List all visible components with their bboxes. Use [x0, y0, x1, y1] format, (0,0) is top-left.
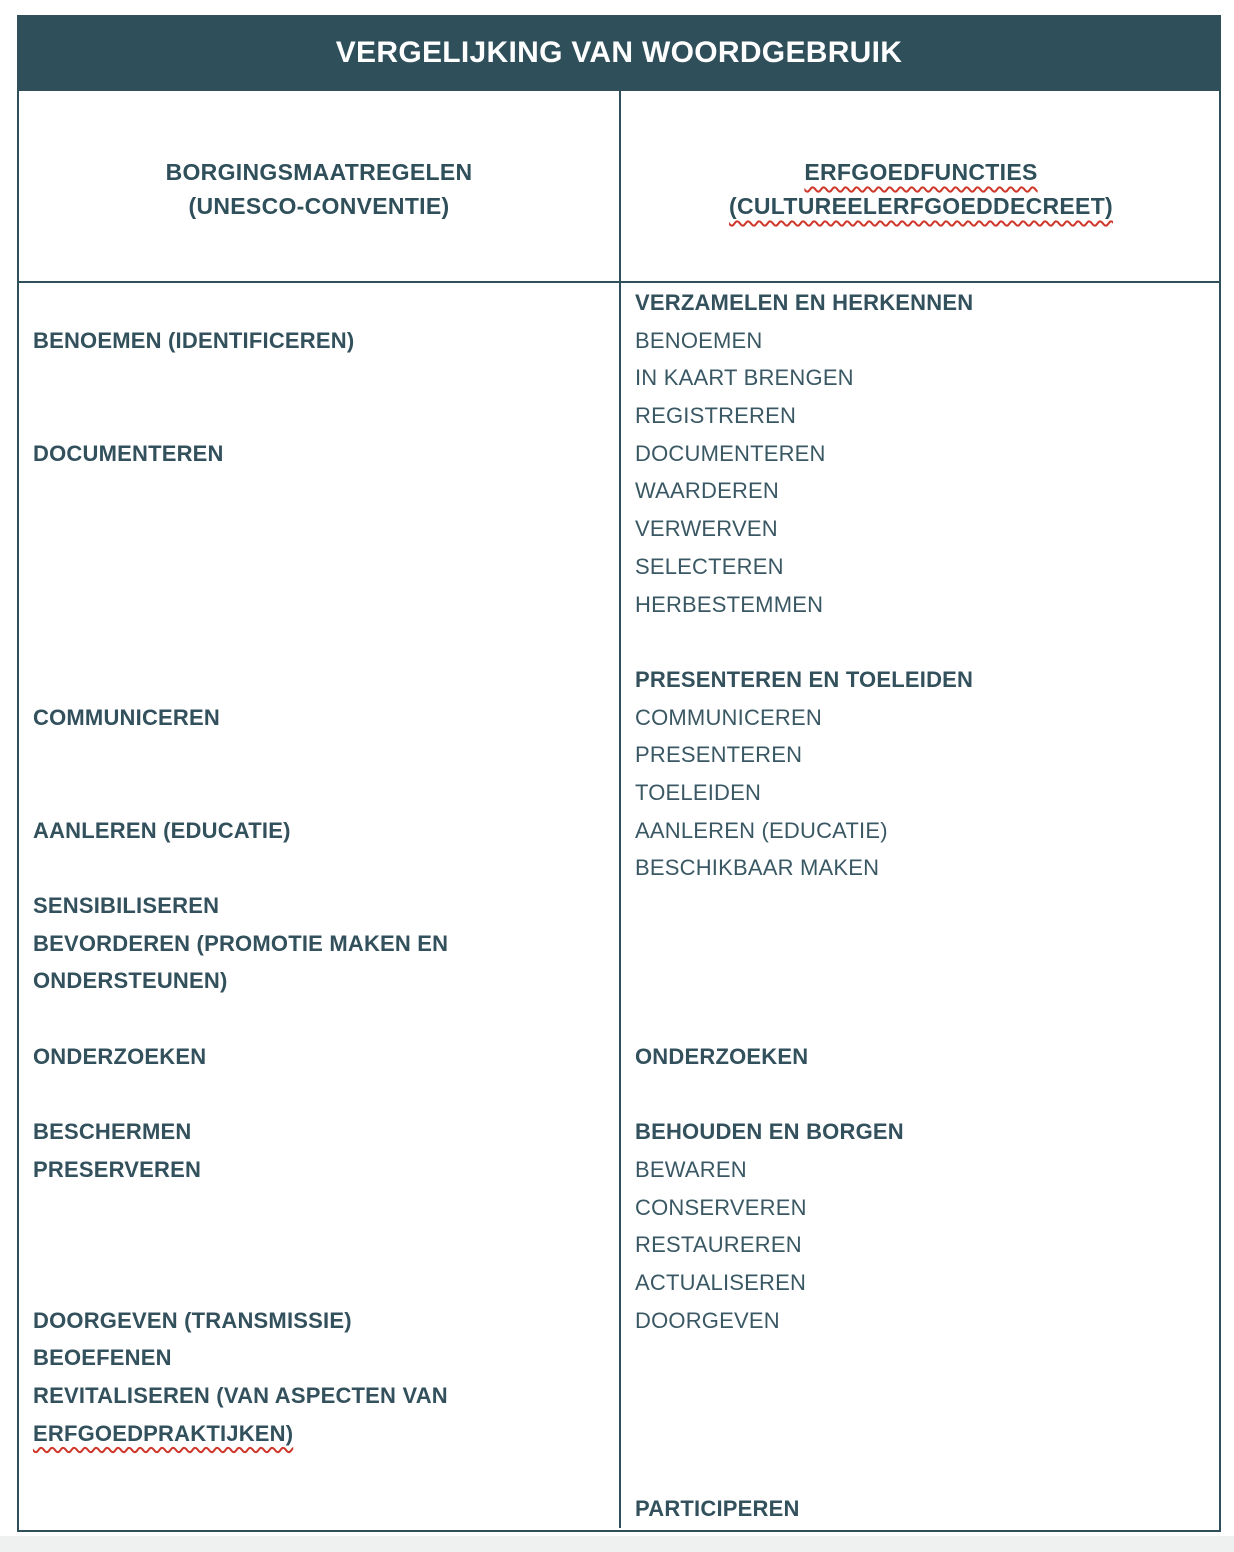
table-cell-line: TOELEIDEN — [635, 779, 762, 805]
table-cell-line: BEVORDEREN (PROMOTIE MAKEN EN — [33, 930, 449, 956]
table-header-row — [19, 91, 1219, 283]
table-cell-empty-line — [33, 623, 605, 661]
table-cell-line: PARTICIPEREN — [635, 1496, 800, 1521]
table-cell-line: COMMUNICEREN — [635, 704, 822, 730]
table-cell-empty-line — [33, 736, 605, 774]
table-cell-empty-line — [635, 925, 1207, 963]
table-cell-right — [621, 283, 1219, 1528]
table-cell-empty-line — [33, 849, 605, 887]
table-cell-line: VERZAMELEN EN HERKENNEN — [635, 290, 974, 315]
table-cell-line: BENOEMEN — [635, 327, 763, 353]
table-cell-line: BENOEMEN (IDENTIFICEREN) — [33, 327, 355, 353]
table-cell-line: SENSIBILISEREN — [33, 893, 220, 918]
table-cell-empty-line — [33, 359, 605, 397]
table-cell-empty-line — [635, 1000, 1207, 1038]
table-title: VERGELIJKING VAN WOORDGEBRUIK — [335, 36, 903, 69]
table-cell-line: REGISTREREN — [635, 403, 797, 429]
table-cell-empty-line — [33, 284, 605, 322]
table-cell-empty-line — [33, 1000, 605, 1038]
table-cell-empty-line — [33, 1452, 605, 1490]
table-cell-line: DOORGEVEN — [635, 1307, 780, 1333]
table-cell-empty-line — [33, 774, 605, 812]
table-cell-line: WAARDEREN — [635, 478, 779, 504]
table-cell-line: ACTUALISEREN — [635, 1269, 807, 1295]
table-cell-line: CONSERVEREN — [635, 1194, 807, 1220]
table-cell-line: DOCUMENTEREN — [635, 440, 826, 466]
window-bottom-strip — [0, 1536, 1234, 1552]
table-cell-empty-line — [635, 962, 1207, 1000]
table-cell-empty-line — [33, 1264, 605, 1302]
table-cell-empty-line — [33, 661, 605, 699]
table-cell-empty-line — [33, 1490, 605, 1528]
table-cell-empty-line — [33, 586, 605, 624]
table-cell-empty-line — [635, 1377, 1207, 1415]
column-header-left-line1: BORGINGSMAATREGELEN — [165, 159, 473, 185]
table-cell-line: VERWERVEN — [635, 516, 778, 542]
table-cell-line: DOCUMENTEREN — [33, 440, 224, 466]
table-cell-empty-line — [33, 548, 605, 586]
table-cell-line: PRESERVEREN — [33, 1156, 202, 1182]
table-cell-line: ONDERZOEKEN — [635, 1043, 809, 1069]
table-cell-left — [19, 283, 621, 1528]
table-cell-empty-line — [33, 510, 605, 548]
table-cell-empty-line — [635, 623, 1207, 661]
table-cell-empty-line — [635, 1075, 1207, 1113]
column-header-right — [621, 91, 1221, 281]
column-header-right-line2: (CULTUREELERFGOEDDECREET) — [728, 193, 1113, 219]
column-header-left — [19, 91, 621, 281]
table-cell-line: RESTAUREREN — [635, 1232, 802, 1258]
table-body-row — [19, 283, 1219, 1528]
table-title-bar — [17, 15, 1221, 91]
table-cell-line: ONDERZOEKEN — [33, 1043, 207, 1069]
table-cell-empty-line — [635, 1415, 1207, 1453]
table-cell-line: SELECTEREN — [635, 553, 784, 579]
table-cell-empty-line — [33, 1075, 605, 1113]
table-cell-line: COMMUNICEREN — [33, 704, 220, 730]
table-cell-empty-line — [635, 1452, 1207, 1490]
table-cell-line: BEOEFENEN — [33, 1345, 172, 1371]
table-cell-line: BEWAREN — [635, 1156, 747, 1182]
table-cell-line: BESCHIKBAAR MAKEN — [635, 855, 880, 881]
table-cell-line: AANLEREN (EDUCATIE) — [33, 817, 291, 843]
table-cell-line: BEHOUDEN EN BORGEN — [635, 1119, 904, 1145]
table-cell-line: REVITALISEREN (VAN ASPECTEN VAN — [33, 1382, 448, 1408]
table-cell-empty-line — [33, 397, 605, 435]
table-cell-line: HERBESTEMMEN — [635, 591, 824, 617]
table-cell-line: PRESENTEREN — [635, 742, 803, 768]
table-cell-line: BESCHERMEN — [33, 1119, 192, 1145]
column-header-right-line1: ERFGOEDFUNCTIES — [804, 159, 1038, 185]
table-cell-line: ONDERSTEUNEN) — [33, 968, 228, 994]
table-cell-line: ERFGOEDPRAKTIJKEN) — [33, 1420, 294, 1446]
comparison-table — [17, 91, 1221, 1532]
column-header-left-line2: (UNESCO-CONVENTIE) — [188, 193, 450, 219]
table-cell-empty-line — [635, 887, 1207, 925]
table-cell-empty-line — [33, 1226, 605, 1264]
table-cell-line: PRESENTEREN EN TOELEIDEN — [635, 666, 974, 692]
table-cell-empty-line — [33, 472, 605, 510]
table-cell-empty-line — [33, 1189, 605, 1227]
table-cell-line: DOORGEVEN (TRANSMISSIE) — [33, 1307, 352, 1333]
table-cell-line: IN KAART BRENGEN — [635, 365, 854, 391]
table-cell-line: AANLEREN (EDUCATIE) — [635, 817, 888, 843]
table-cell-empty-line — [635, 1339, 1207, 1377]
